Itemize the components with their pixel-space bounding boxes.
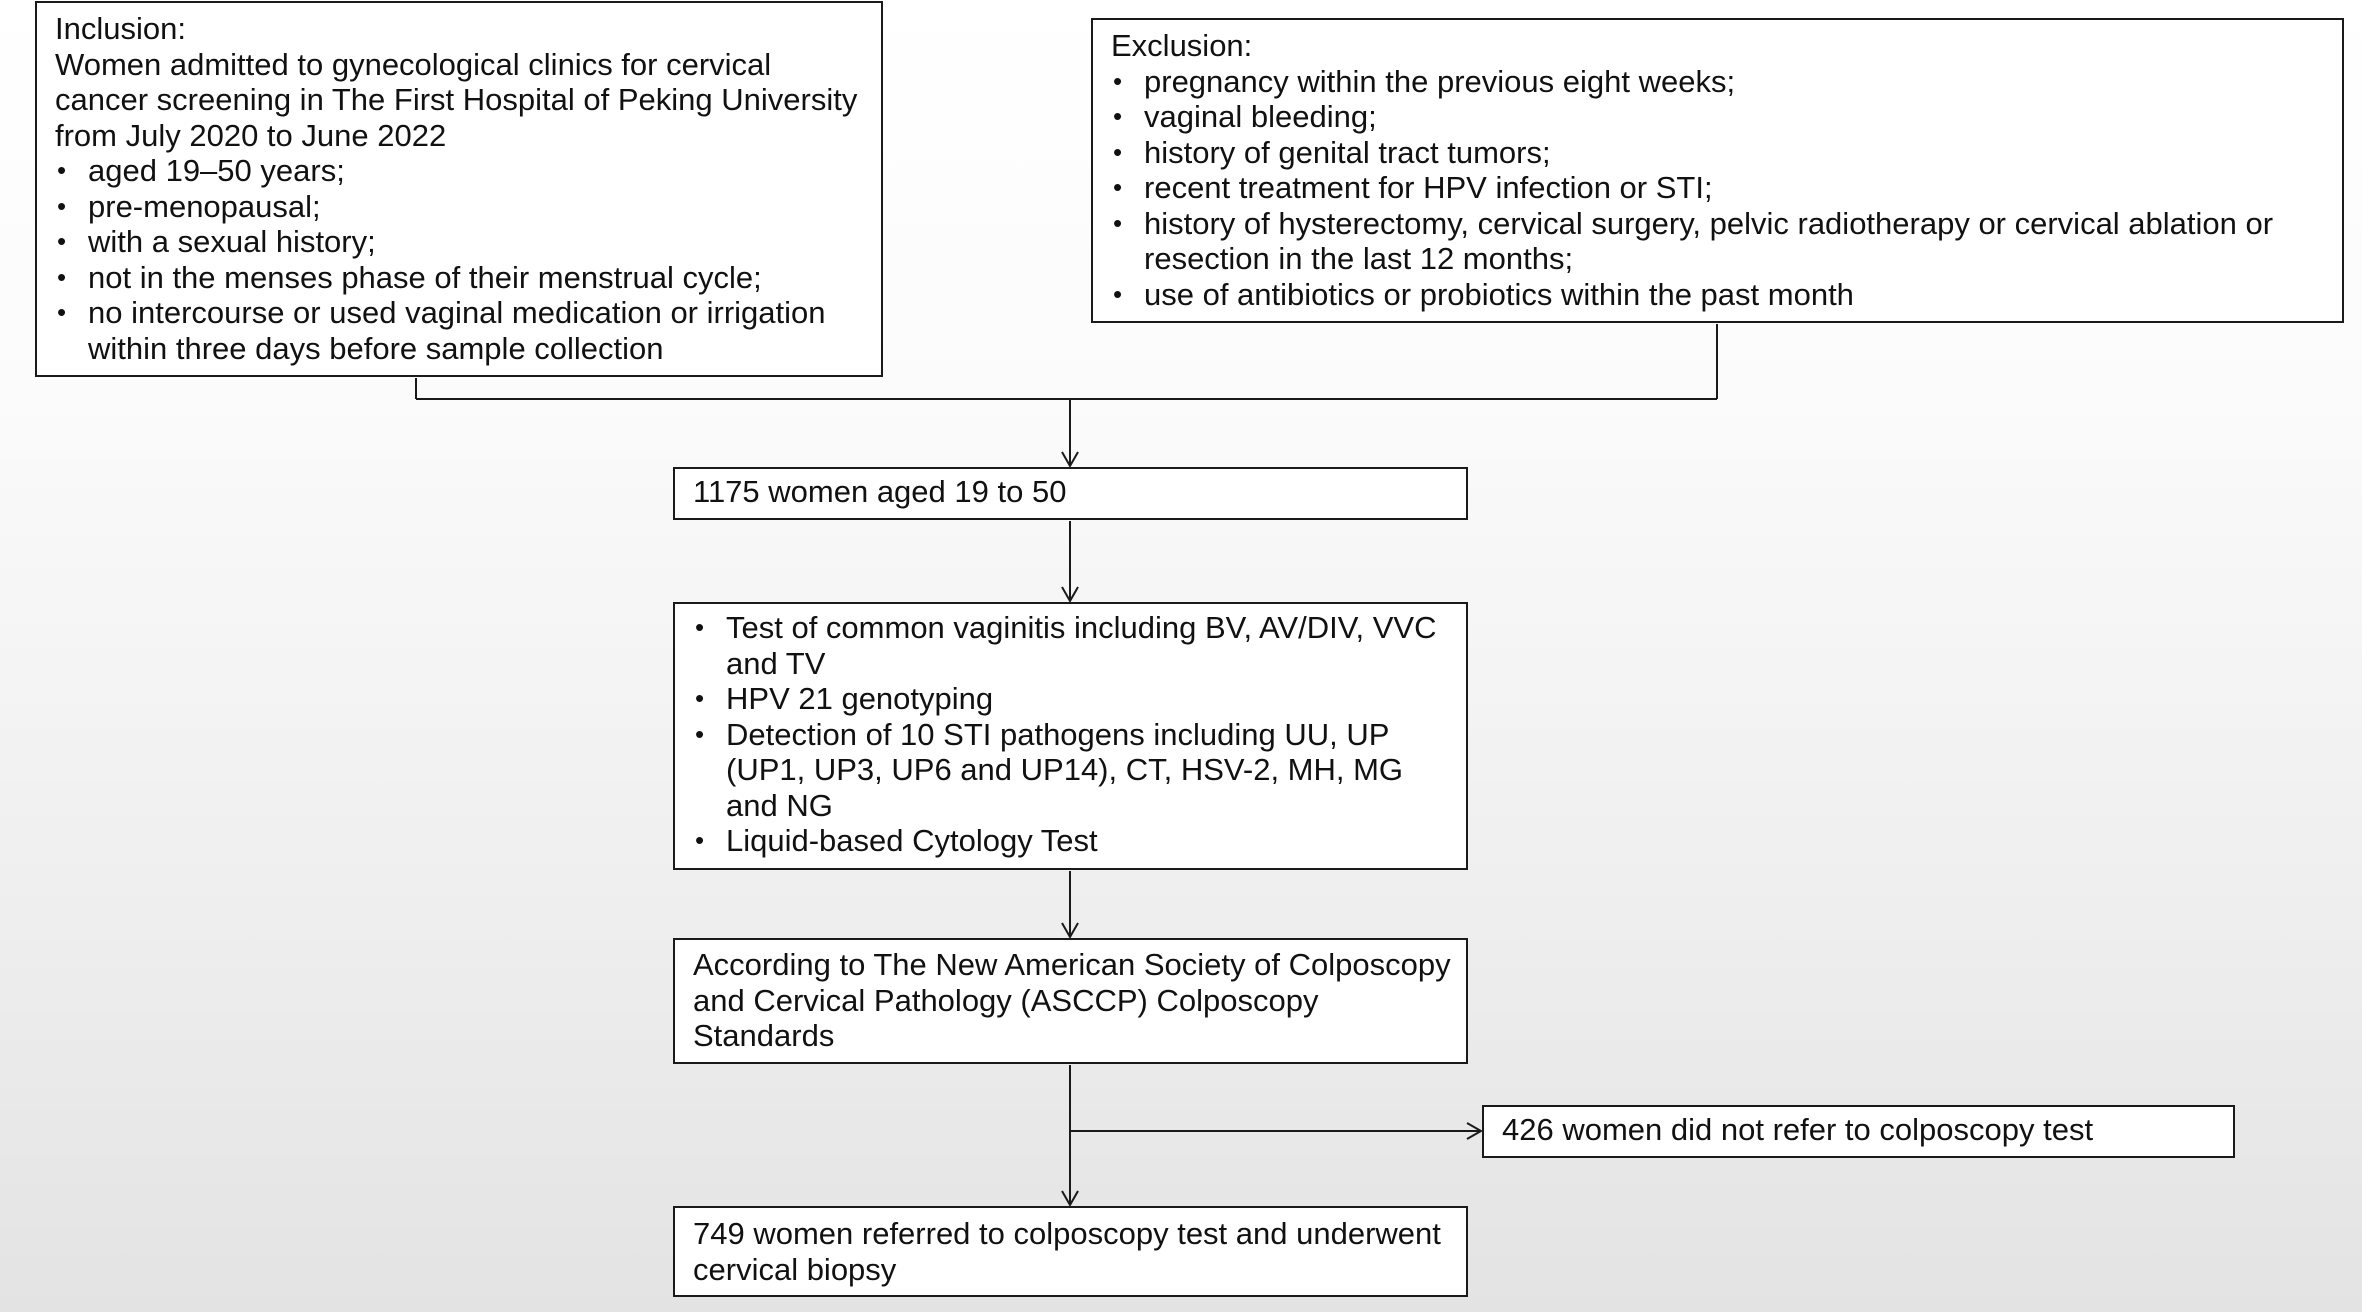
inclusion-criteria-box <box>35 1 883 377</box>
not-referred-box <box>1482 1105 2235 1158</box>
referred-text: 749 women referred to colposcopy test and underwent cervical biopsy <box>693 1216 1441 1287</box>
standards-box <box>673 938 1468 1064</box>
exclusion-item: • vaginal bleeding; <box>1111 99 2328 135</box>
inclusion-item: • with a sexual history; <box>55 224 867 260</box>
not-referred-text: 426 women did not refer to colposcopy test <box>1502 1112 2094 1147</box>
tests-list <box>693 610 1452 859</box>
test-item: • Test of common vaginitis including BV, AV/DIV, VVC and TV <box>693 610 1452 681</box>
test-item: • HPV 21 genotyping <box>693 681 1452 717</box>
tests-box <box>673 602 1468 870</box>
test-item: • Liquid-based Cytology Test <box>693 823 1452 859</box>
inclusion-list <box>55 153 867 366</box>
inclusion-item: • no intercourse or used vaginal medication or irrigation within three days before sample collection <box>55 295 867 366</box>
exclusion-list <box>1111 64 2328 313</box>
standards-text: According to The New American Society of Colposcopy and Cervical Pathology (ASCCP) Colposcopy Standards <box>693 947 1451 1053</box>
exclusion-criteria-box <box>1091 18 2344 323</box>
inclusion-heading: Inclusion: <box>55 11 186 46</box>
inclusion-item: • not in the menses phase of their menstrual cycle; <box>55 260 867 296</box>
exclusion-item: • pregnancy within the previous eight weeks; <box>1111 64 2328 100</box>
inclusion-item: • pre-menopausal; <box>55 189 867 225</box>
inclusion-intro: Women admitted to gynecological clinics for cervical cancer screening in The First Hospital of Peking University from July 2020 to June 2022 <box>55 46 858 153</box>
exclusion-item: • history of hysterectomy, cervical surgery, pelvic radiotherapy or cervical ablation or resection in the last 12 months; <box>1111 206 2328 277</box>
referred-box <box>673 1206 1468 1297</box>
exclusion-item: • recent treatment for HPV infection or STI; <box>1111 170 2328 206</box>
enrolled-box <box>673 467 1468 520</box>
exclusion-item: • use of antibiotics or probiotics within the past month <box>1111 277 2328 313</box>
exclusion-heading: Exclusion: <box>1111 28 1253 63</box>
enrolled-text: 1175 women aged 19 to 50 <box>693 474 1067 509</box>
exclusion-item: • history of genital tract tumors; <box>1111 135 2328 171</box>
inclusion-item: • aged 19–50 years; <box>55 153 867 189</box>
test-item: • Detection of 10 STI pathogens including UU, UP (UP1, UP3, UP6 and UP14), CT, HSV-2, MH, MG and NG <box>693 717 1452 824</box>
